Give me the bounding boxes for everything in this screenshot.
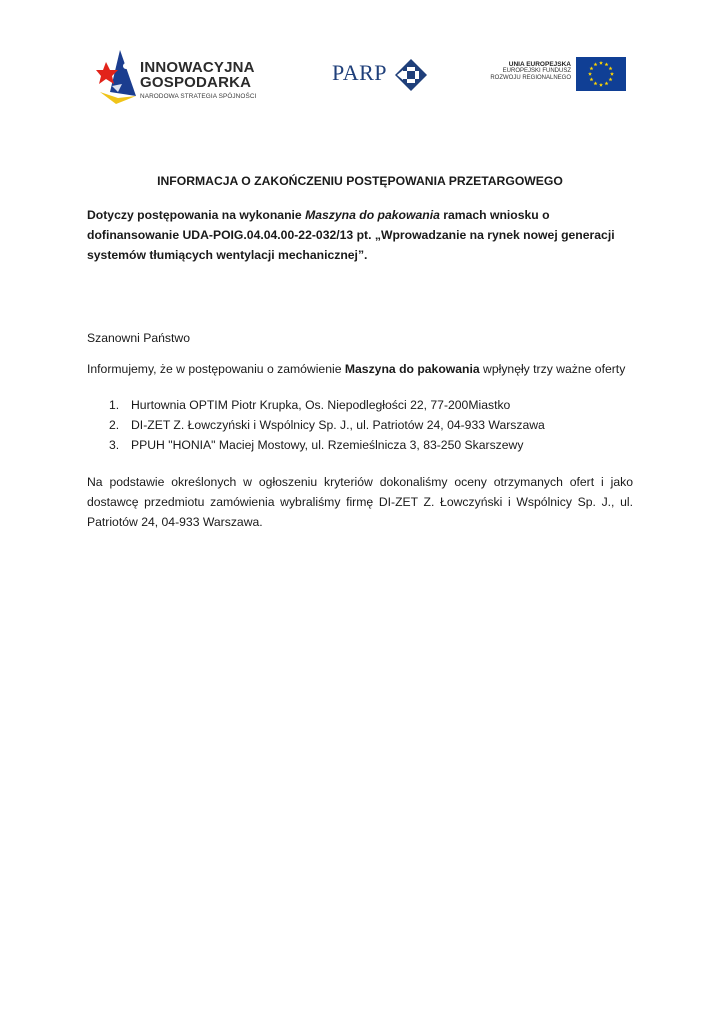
eu-star-icon xyxy=(589,66,593,70)
offer-text: DI-ZET Z. Łowczyński i Wspólnicy Sp. J., ul. Patriotów 24, 04-933 Warszawa xyxy=(131,418,545,432)
parp-logo xyxy=(332,58,432,92)
eu-star-icon xyxy=(609,77,613,81)
offer-number: 2. xyxy=(109,418,120,432)
eu-star-icon xyxy=(589,77,593,81)
greeting: Szanowni Państwo xyxy=(87,331,190,345)
offers-list xyxy=(87,395,633,455)
subject-paragraph xyxy=(87,205,633,265)
eu-star-icon xyxy=(610,72,614,76)
subject-item: Maszyna do pakowania xyxy=(305,208,440,222)
eu-star-icon xyxy=(594,62,598,66)
innowacyjna-logo-line2: GOSPODARKA xyxy=(140,74,252,91)
list-item xyxy=(87,415,633,435)
inform-item: Maszyna do pakowania xyxy=(344,362,480,376)
offer-number: 3. xyxy=(109,438,120,452)
eu-stars-icon xyxy=(576,57,626,91)
subject-suffix: ramach wniosku o dofinansowanie UDA-POIG.04.04.00-22-032/13 pt. „Wprowadzanie na rynek nowej generacji systemów tłumiących wentylacji mechanicznej”. xyxy=(87,208,615,262)
subject-prefix: Dotyczy postępowania na wykonanie xyxy=(87,208,306,222)
inform-prefix: Informujemy, że w postępowaniu o zamówienie xyxy=(87,362,345,376)
eu-star-icon xyxy=(609,66,613,70)
eu-star-icon xyxy=(605,81,609,85)
innowacyjna-gospodarka-emblem-icon xyxy=(96,48,140,104)
list-item xyxy=(87,395,633,415)
parp-logo-text: PARP xyxy=(332,60,388,85)
eu-star-icon xyxy=(599,83,603,87)
innowacyjna-logo-line1: INNOWACYJNA xyxy=(140,59,255,76)
conclusion-paragraph: Na podstawie określonych w ogłoszeniu kryteriów dokonaliśmy oceny otrzymanych ofert i jako dostawcę przedmiotu zamówienia wybraliśmy firmę DI-ZET Z. Łowczyński i Wspólnicy Sp. J., ul. Patriotów 24, 04-933 Warszawa. xyxy=(87,475,633,529)
inform-suffix: wpłynęły trzy ważne oferty xyxy=(479,362,626,376)
document-title: INFORMACJA O ZAKOŃCZENIU POSTĘPOWANIA PRZETARGOWEGO xyxy=(157,174,563,188)
inform-paragraph xyxy=(87,360,633,379)
parp-emblem-icon xyxy=(394,58,428,92)
offer-text: Hurtownia OPTIM Piotr Krupka, Os. Niepodległości 22, 77-200Miastko xyxy=(131,398,511,412)
eu-star-icon xyxy=(599,61,603,65)
innowacyjna-logo-line3: NARODOWA STRATEGIA SPÓJNOŚCI xyxy=(140,93,257,100)
offer-number: 1. xyxy=(109,398,120,412)
eu-fund-logo xyxy=(478,57,626,93)
eu-star-icon xyxy=(588,72,592,76)
eu-star-icon xyxy=(594,81,598,85)
document-body xyxy=(87,172,633,532)
eu-logo-line3: ROZWOJU REGIONALNEGO xyxy=(490,75,571,81)
list-item xyxy=(87,435,633,455)
eu-flag-icon xyxy=(576,57,626,91)
innowacyjna-gospodarka-logo xyxy=(96,48,266,104)
offer-text: PPUH "HONIA" Maciej Mostowy, ul. Rzemieślnicza 3, 83-250 Skarszewy xyxy=(131,438,524,452)
eu-logo-line2: EUROPEJSKI FUNDUSZ xyxy=(502,68,571,74)
eu-logo-line1: UNIA EUROPEJSKA xyxy=(508,61,571,68)
eu-star-icon xyxy=(605,62,609,66)
